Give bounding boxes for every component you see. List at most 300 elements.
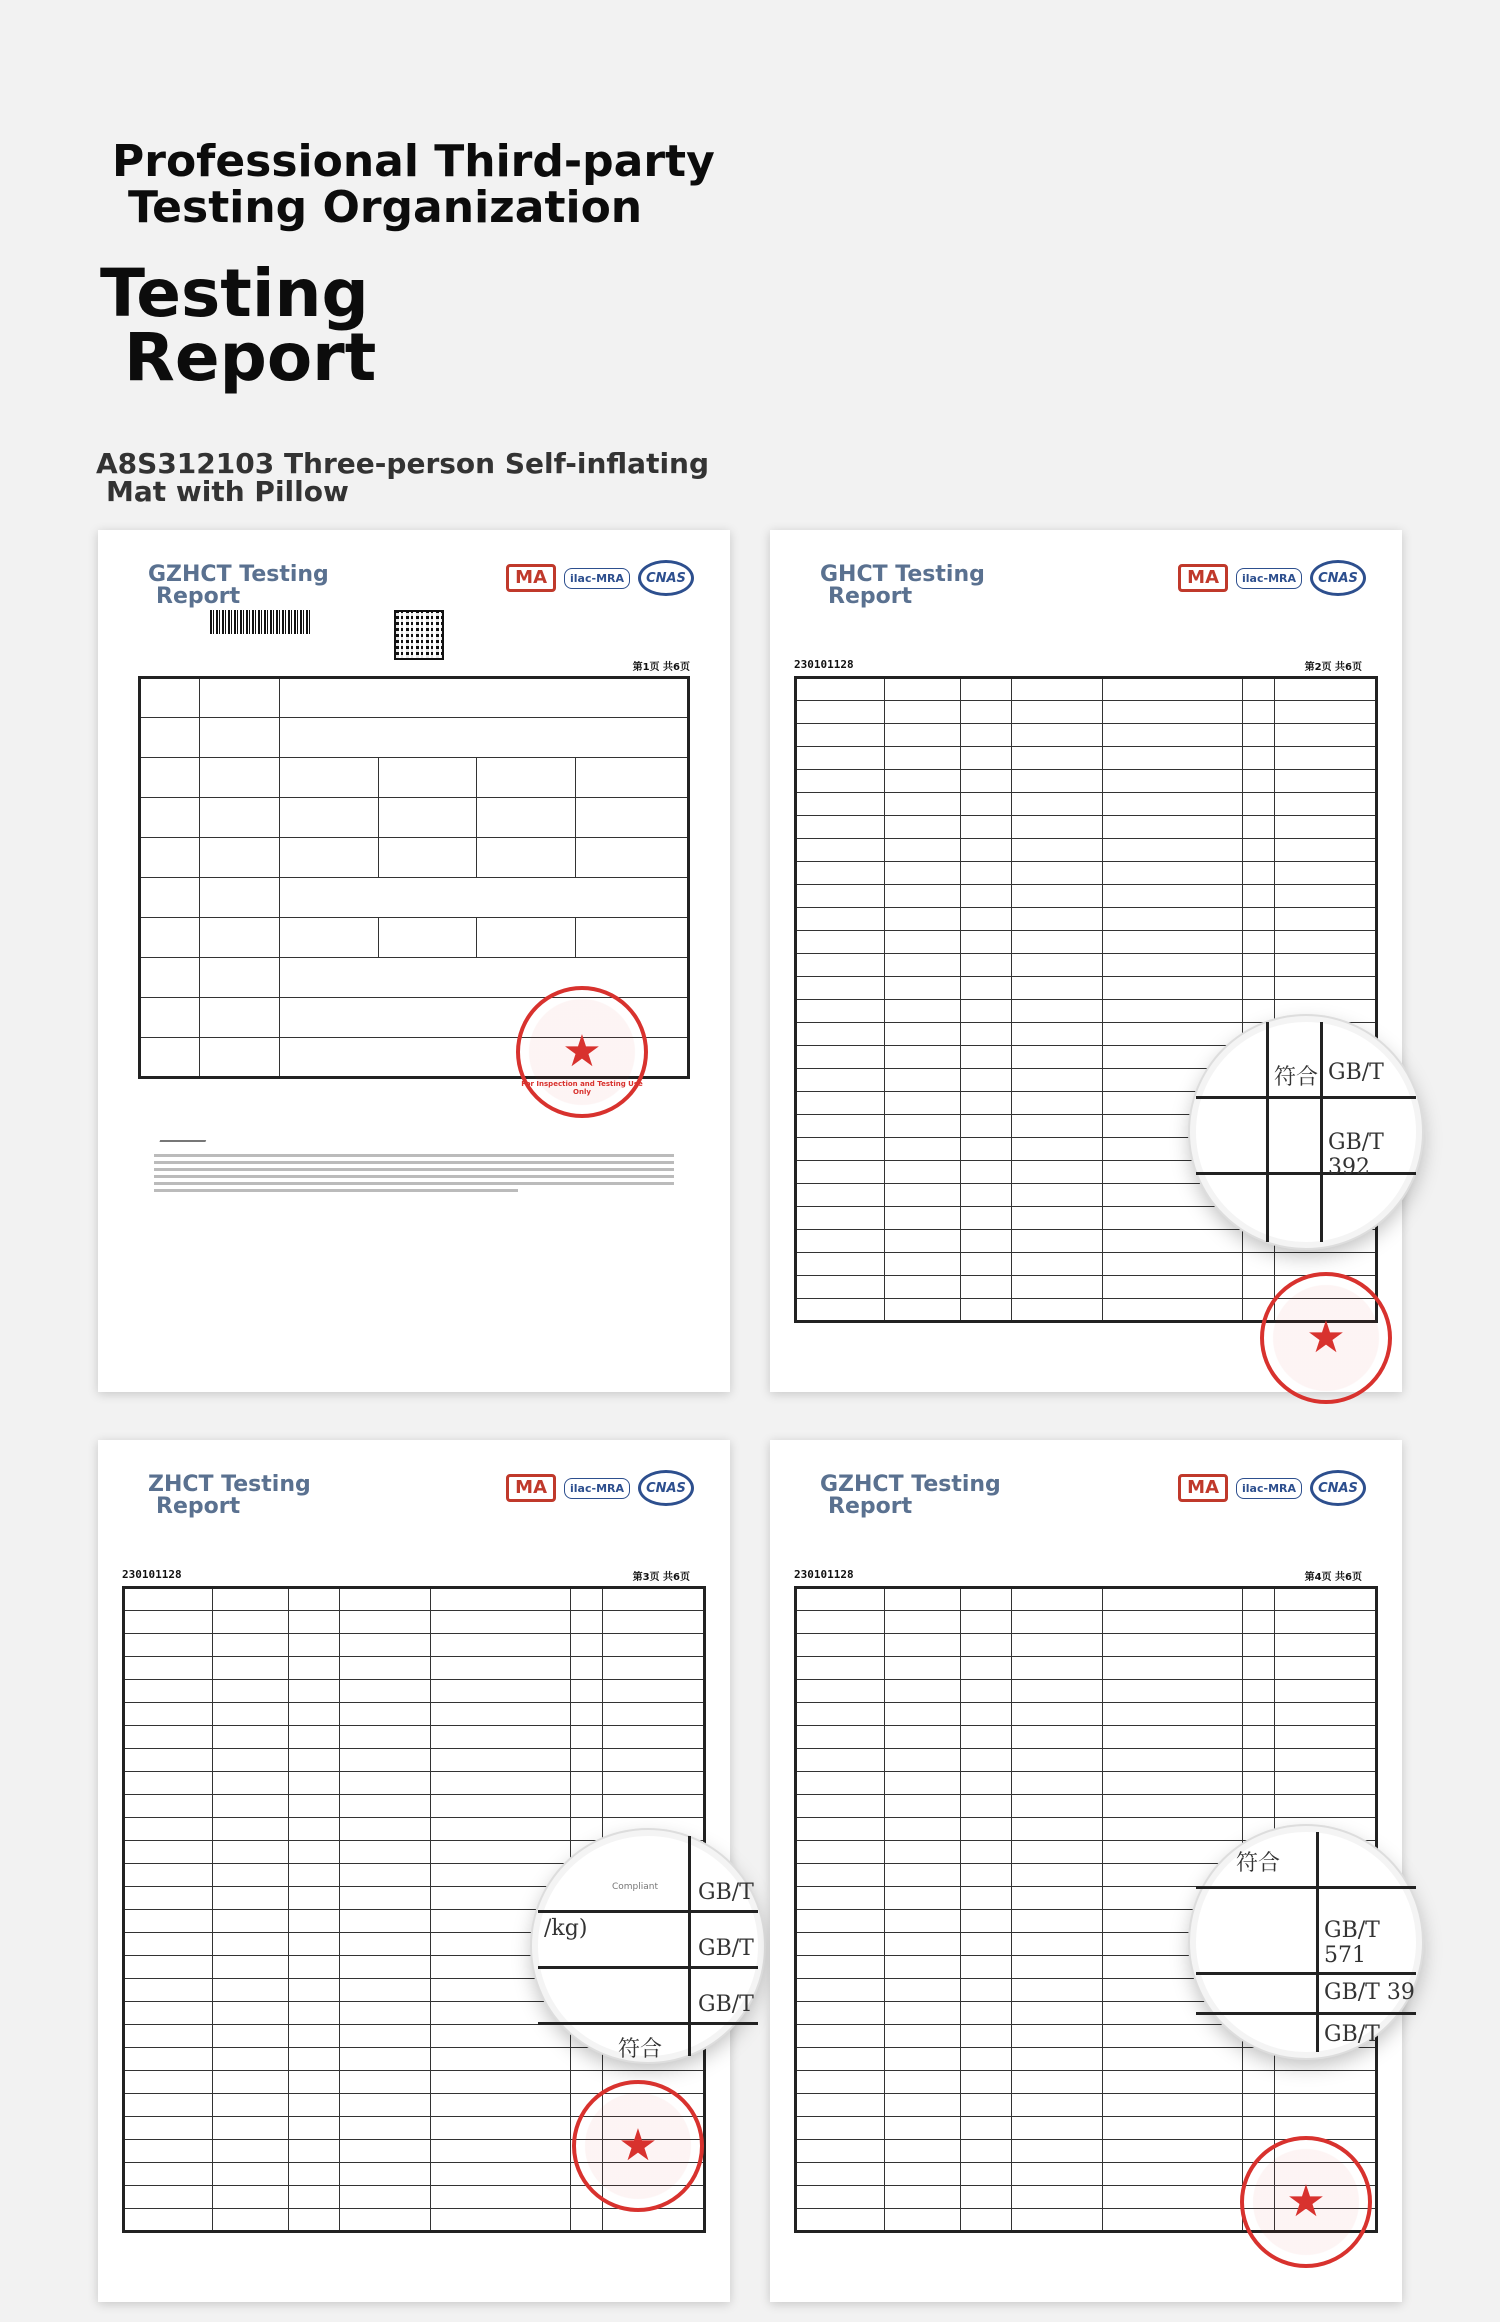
table-cell [1011, 816, 1102, 839]
table-row [796, 954, 1377, 977]
table-cell [884, 2071, 960, 2094]
table-cell [212, 1611, 288, 1634]
table-cell [1011, 1634, 1102, 1657]
table-cell [1011, 885, 1102, 908]
table-cell [884, 2163, 960, 2186]
table-cell [1275, 1611, 1377, 1634]
table-cell [960, 1634, 1011, 1657]
table-cell [1011, 724, 1102, 747]
report-title-line-1: GHCT Testing [820, 562, 985, 587]
barcode-icon [210, 610, 310, 634]
table-row [796, 1253, 1377, 1276]
table-cell [1242, 1000, 1275, 1023]
table-cell [960, 1588, 1011, 1611]
table-cell [124, 1611, 213, 1634]
table-row [796, 862, 1377, 885]
table-cell [1275, 1749, 1377, 1772]
table-cell [960, 1276, 1011, 1299]
table-cell [339, 1795, 430, 1818]
table-cell [884, 1184, 960, 1207]
table-cell [288, 2117, 339, 2140]
table-cell [1242, 862, 1275, 885]
table-cell [1011, 1588, 1102, 1611]
table-cell [339, 1864, 430, 1887]
ilac-logo: ilac-MRA [1236, 1478, 1302, 1499]
table-cell [288, 1841, 339, 1864]
certification-logos [506, 560, 694, 596]
table-cell [570, 1634, 603, 1657]
page-number: 第4页 共6页 [1304, 1572, 1362, 1583]
table-cell [1102, 862, 1242, 885]
table-cell [960, 1956, 1011, 1979]
table-cell [1011, 908, 1102, 931]
table-cell [1011, 2117, 1102, 2140]
table-cell [430, 1818, 570, 1841]
table-cell [339, 1933, 430, 1956]
table-cell [884, 1230, 960, 1253]
table-cell [884, 1207, 960, 1230]
table-cell [124, 1588, 213, 1611]
zoom-text: 符合 [1274, 1065, 1319, 1090]
table-cell [1102, 1818, 1242, 1841]
table-cell [339, 2163, 430, 2186]
table-cell [884, 1657, 960, 1680]
table-cell [1275, 1795, 1377, 1818]
table-cell [796, 1161, 885, 1184]
table-cell [1275, 1680, 1377, 1703]
table-cell [124, 2002, 213, 2025]
table-cell [1011, 1657, 1102, 1680]
table-cell [430, 1749, 570, 1772]
table-row [796, 816, 1377, 839]
table-cell [288, 2186, 339, 2209]
table-cell [796, 1276, 885, 1299]
table-cell [960, 1046, 1011, 1069]
table-cell [796, 1184, 885, 1207]
table-cell [960, 839, 1011, 862]
table-cell [1011, 2071, 1102, 2094]
table-cell [884, 1933, 960, 1956]
table-cell [1102, 2140, 1242, 2163]
table-cell [796, 931, 885, 954]
table-cell [1275, 839, 1377, 862]
report-title-line-1: GZHCT Testing [820, 1472, 1001, 1497]
table-cell [884, 862, 960, 885]
table-cell [1242, 1588, 1275, 1611]
table-cell [884, 1023, 960, 1046]
table-cell [288, 1795, 339, 1818]
table-cell [212, 1910, 288, 1933]
table-cell [796, 678, 885, 701]
zoom-small-text: Compliant [612, 1882, 659, 1892]
table-cell [1275, 724, 1377, 747]
zoom-text: GB/T [1328, 1060, 1384, 1085]
table-cell [960, 2163, 1011, 2186]
table-cell [1011, 1841, 1102, 1864]
official-stamp [572, 2080, 704, 2212]
table-cell [1011, 1749, 1102, 1772]
table-cell [1011, 931, 1102, 954]
table-cell [796, 2186, 885, 2209]
table-row [796, 977, 1377, 1000]
table-cell [796, 2071, 885, 2094]
table-cell [796, 816, 885, 839]
table-cell [796, 1749, 885, 1772]
star-icon: ★ [1286, 2176, 1326, 2227]
table-cell [1242, 1657, 1275, 1680]
report-page-3 [98, 1440, 754, 2302]
star-icon: ★ [562, 1026, 602, 1077]
table-cell [1011, 1726, 1102, 1749]
zoom-text: GB/T [698, 1880, 754, 1905]
table-cell [1242, 1680, 1275, 1703]
table-cell [339, 1887, 430, 1910]
table-cell [960, 908, 1011, 931]
star-icon: ★ [1306, 1312, 1346, 1363]
table-cell [960, 1726, 1011, 1749]
table-cell [430, 1588, 570, 1611]
table-cell [1011, 1887, 1102, 1910]
table-cell [1242, 954, 1275, 977]
table-cell [884, 977, 960, 1000]
table-row [796, 908, 1377, 931]
table-cell [1102, 770, 1242, 793]
table-cell [1242, 2071, 1275, 2094]
table-row [796, 2094, 1377, 2117]
table-cell [1102, 2025, 1242, 2048]
certification-logos [1178, 1470, 1366, 1506]
table-cell [884, 1046, 960, 1069]
table-cell [884, 2140, 960, 2163]
table-row [124, 1680, 705, 1703]
table-cell [1102, 1588, 1242, 1611]
table-cell [1102, 1726, 1242, 1749]
table-cell [603, 1703, 705, 1726]
table-cell [884, 1979, 960, 2002]
table-cell [1011, 1956, 1102, 1979]
table-cell [124, 1910, 213, 1933]
table-row [124, 1749, 705, 1772]
table-cell [1102, 2071, 1242, 2094]
table-cell [212, 2186, 288, 2209]
table-cell [1242, 1276, 1275, 1299]
table-row [124, 1795, 705, 1818]
table-cell [884, 1887, 960, 1910]
table-cell [1102, 931, 1242, 954]
table-cell [212, 1818, 288, 1841]
table-cell [1011, 1184, 1102, 1207]
table-cell [1242, 908, 1275, 931]
table-cell [1102, 1634, 1242, 1657]
table-cell [1011, 1864, 1102, 1887]
table-cell [1102, 678, 1242, 701]
table-cell [1011, 1772, 1102, 1795]
table-cell [884, 1772, 960, 1795]
table-cell [960, 1703, 1011, 1726]
cnas-logo: CNAS [638, 560, 694, 596]
table-cell [960, 977, 1011, 1000]
table-cell [960, 931, 1011, 954]
table-cell [796, 2094, 885, 2117]
table-cell [339, 1703, 430, 1726]
table-cell [288, 1726, 339, 1749]
table-cell [570, 1657, 603, 1680]
report-title-line-1: ZHCT Testing [148, 1472, 311, 1497]
report-number: 230101128 [122, 1568, 182, 1581]
table-cell [796, 1910, 885, 1933]
table-cell [960, 678, 1011, 701]
table-cell [1011, 1161, 1102, 1184]
zoom-text: GB/T 392 [1328, 1130, 1384, 1180]
table-cell [1242, 701, 1275, 724]
table-cell [570, 1818, 603, 1841]
table-cell [570, 2071, 603, 2094]
table-cell [1011, 1795, 1102, 1818]
table-row [124, 1726, 705, 1749]
table-cell [603, 1588, 705, 1611]
table-cell [603, 1657, 705, 1680]
table-cell [796, 2140, 885, 2163]
table-cell [124, 1795, 213, 1818]
table-cell [884, 2025, 960, 2048]
headline-line-1: Professional Third-party [112, 136, 715, 187]
table-cell [1011, 2002, 1102, 2025]
table-cell [288, 1749, 339, 1772]
table-cell [288, 2025, 339, 2048]
table-cell [1102, 701, 1242, 724]
table-cell [1102, 1230, 1242, 1253]
table-cell [1011, 1933, 1102, 1956]
table-cell [960, 862, 1011, 885]
report-title-line-2: Report [828, 584, 913, 609]
table-cell [339, 1772, 430, 1795]
table-cell [1275, 908, 1377, 931]
table-cell [603, 1795, 705, 1818]
table-cell [1242, 1703, 1275, 1726]
report-title [148, 564, 329, 608]
table-cell [1011, 1979, 1102, 2002]
table-cell [212, 2117, 288, 2140]
table-cell [1102, 747, 1242, 770]
table-cell [212, 1772, 288, 1795]
table-cell [960, 2117, 1011, 2140]
table-cell [288, 1657, 339, 1680]
table-cell [430, 2048, 570, 2071]
table-cell [1275, 1772, 1377, 1795]
table-cell [124, 1933, 213, 1956]
table-cell [1275, 678, 1377, 701]
table-cell [960, 1657, 1011, 1680]
table-cell [884, 1115, 960, 1138]
table-cell [1102, 2117, 1242, 2140]
table-cell [796, 1138, 885, 1161]
table-cell [796, 2163, 885, 2186]
table-cell [1242, 747, 1275, 770]
table-row [796, 931, 1377, 954]
report-title [148, 1474, 311, 1518]
table-cell [1102, 1841, 1242, 1864]
table-cell [1011, 2025, 1102, 2048]
table-cell [796, 862, 885, 885]
table-cell [1275, 793, 1377, 816]
table-cell [960, 1161, 1011, 1184]
table-cell [884, 678, 960, 701]
table-cell [430, 1657, 570, 1680]
report-title-line-2: Report [156, 1494, 241, 1519]
table-row [796, 1772, 1377, 1795]
table-cell [796, 724, 885, 747]
table-cell [212, 1634, 288, 1657]
table-cell [1011, 2094, 1102, 2117]
table-cell [212, 1864, 288, 1887]
table-cell [960, 2209, 1011, 2232]
table-cell [1102, 1703, 1242, 1726]
table-cell [884, 1299, 960, 1322]
table-cell [960, 1253, 1011, 1276]
table-cell [1102, 1299, 1242, 1322]
report-page-1 [98, 530, 730, 1392]
table-cell [1011, 1611, 1102, 1634]
table-cell [1011, 747, 1102, 770]
table-cell [339, 2117, 430, 2140]
table-cell [1102, 1680, 1242, 1703]
table-cell [430, 2071, 570, 2094]
table-cell [603, 1726, 705, 1749]
title-line-1: Testing [100, 255, 369, 332]
table-cell [124, 2117, 213, 2140]
table-cell [884, 1749, 960, 1772]
table-row [796, 1726, 1377, 1749]
table-row [796, 1795, 1377, 1818]
table-cell [884, 1634, 960, 1657]
signature-mark [159, 1128, 210, 1142]
table-cell [796, 2002, 885, 2025]
table-cell [796, 1611, 885, 1634]
ma-logo: MA [1178, 564, 1228, 592]
ilac-logo: ilac-MRA [564, 568, 630, 589]
table-cell [796, 1023, 885, 1046]
table-cell [796, 1841, 885, 1864]
fine-print [154, 1154, 674, 1196]
page-number: 第2页 共6页 [1304, 662, 1362, 673]
table-cell [1242, 1726, 1275, 1749]
report-title [820, 1474, 1001, 1518]
table-cell [884, 2186, 960, 2209]
table-cell [124, 1772, 213, 1795]
zoom-text: /kg) [544, 1916, 588, 1941]
table-cell [1275, 770, 1377, 793]
ma-logo: MA [506, 564, 556, 592]
table-cell [796, 1299, 885, 1322]
table-cell [796, 1772, 885, 1795]
official-stamp [1240, 2136, 1372, 2268]
table-cell [960, 2025, 1011, 2048]
report-number: 230101128 [794, 658, 854, 671]
table-cell [1102, 977, 1242, 1000]
table-cell [796, 1046, 885, 1069]
ma-logo: MA [506, 1474, 556, 1502]
table-cell [884, 2094, 960, 2117]
table-cell [1011, 1818, 1102, 1841]
table-cell [288, 1979, 339, 2002]
table-cell [339, 2002, 430, 2025]
table-cell [288, 1887, 339, 1910]
table-cell [603, 2209, 705, 2232]
table-cell [960, 747, 1011, 770]
table-cell [884, 1795, 960, 1818]
table-cell [1242, 1634, 1275, 1657]
table-cell [960, 1910, 1011, 1933]
table-cell [570, 1588, 603, 1611]
table-cell [212, 1588, 288, 1611]
table-cell [1275, 2071, 1377, 2094]
table-cell [124, 2025, 213, 2048]
table-cell [288, 1864, 339, 1887]
table-cell [884, 747, 960, 770]
table-cell [212, 2094, 288, 2117]
table-row [124, 1657, 705, 1680]
ma-logo: MA [1178, 1474, 1228, 1502]
table-cell [884, 816, 960, 839]
table-cell [960, 2002, 1011, 2025]
table-row [796, 1680, 1377, 1703]
table-cell [796, 1207, 885, 1230]
table-cell [1102, 2048, 1242, 2071]
table-cell [1242, 2094, 1275, 2117]
table-cell [884, 1611, 960, 1634]
table-cell [212, 2002, 288, 2025]
table-cell [796, 793, 885, 816]
table-cell [570, 1795, 603, 1818]
table-cell [124, 2048, 213, 2071]
table-cell [960, 1299, 1011, 1322]
table-cell [960, 954, 1011, 977]
table-cell [960, 1795, 1011, 1818]
zoom-text: GB/T 571 [1324, 1918, 1380, 1968]
table-cell [1275, 816, 1377, 839]
certification-logos [506, 1470, 694, 1506]
table-cell [796, 908, 885, 931]
table-cell [884, 1910, 960, 1933]
table-cell [960, 885, 1011, 908]
table-cell [1242, 816, 1275, 839]
table-cell [884, 1818, 960, 1841]
table-cell [1011, 1000, 1102, 1023]
table-cell [884, 1703, 960, 1726]
report-title-line-2: Report [156, 584, 241, 609]
product-name-line-2: Mat with Pillow [106, 475, 349, 508]
table-cell [288, 1680, 339, 1703]
table-cell [124, 1657, 213, 1680]
table-cell [288, 1910, 339, 1933]
table-cell [1011, 1207, 1102, 1230]
table-cell [884, 1138, 960, 1161]
table-cell [884, 1000, 960, 1023]
page-number: 第1页 共6页 [632, 662, 690, 673]
table-cell [288, 1956, 339, 1979]
cnas-logo: CNAS [638, 1470, 694, 1506]
table-cell [339, 1910, 430, 1933]
table-cell [1011, 2048, 1102, 2071]
table-cell [288, 2140, 339, 2163]
table-cell [1275, 931, 1377, 954]
table-cell [796, 770, 885, 793]
table-cell [884, 701, 960, 724]
table-cell [960, 1230, 1011, 1253]
table-cell [570, 1749, 603, 1772]
table-cell [884, 1956, 960, 1979]
table-row [796, 1611, 1377, 1634]
